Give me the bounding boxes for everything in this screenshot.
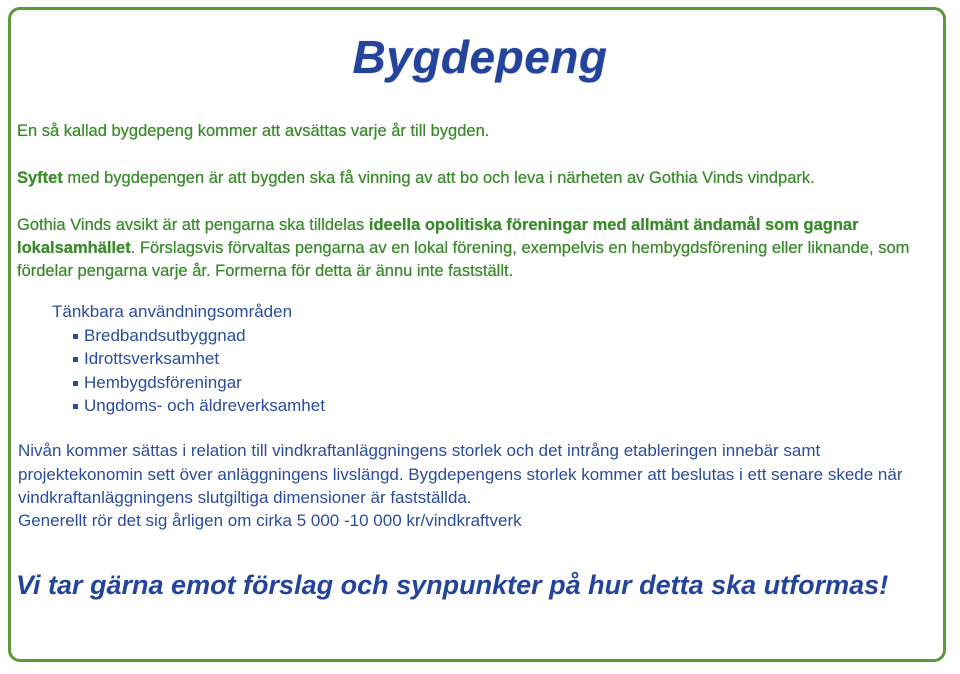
bullet-icon: [73, 357, 78, 362]
level-paragraph: Nivån kommer sättas i relation till vindkraftanläggningens storlek och det intrång etableringen innebär samt projektekonomin sett över anläggningens livslängd. Bygdepengens storlek kommer att beslutas i ett senare skede när vindkraftanläggningens slutgiltiga dimensioner är fastställda.: [18, 441, 903, 507]
intent-rest: . Förslagsvis förvaltas pengarna av en lokal förening, exempelvis en hembygdsförening eller liknande, som fördelar pengarna varje år. Formerna för detta är ännu inte fastställt.: [17, 239, 910, 280]
intent-text: [17, 214, 929, 283]
intent-lead: Gothia Vinds avsikt är att pengarna ska tilldelas: [17, 216, 369, 234]
intent-bold: ideella opolitiska föreningar med allmänt ändamål som gagnar lokalsamhället: [17, 216, 859, 257]
list-item: [52, 347, 325, 371]
bullet-icon: [73, 404, 78, 409]
purpose-text: [17, 167, 815, 190]
list-item: [52, 324, 325, 348]
list-item-label: Bredbandsutbyggnad: [84, 325, 246, 345]
purpose-bold: Syftet: [17, 169, 63, 187]
list-item: [52, 394, 325, 418]
intro-text: En så kallad bygdepeng kommer att avsättas varje år till bygden.: [17, 122, 490, 140]
page-title: Bygdepeng: [352, 31, 608, 83]
purpose-rest: med bygdepengen är att bygden ska få vinning av att bo och leva i närheten av Gothia Vinds vindpark.: [62, 169, 815, 187]
list-item: [52, 371, 325, 395]
list-item-label: Hembygdsföreningar: [84, 372, 242, 392]
bullet-icon: [73, 334, 78, 339]
list-item-label: Ungdoms- och äldreverksamhet: [84, 396, 325, 415]
closing-statement: Vi tar gärna emot förslag och synpunkter på hur detta ska utformas!: [16, 570, 889, 600]
uses-list: [52, 300, 325, 418]
amount-paragraph: Generellt rör det sig årligen om cirka 5 000 -10 000 kr/vindkraftverk: [18, 511, 522, 530]
bullet-icon: [73, 381, 78, 386]
uses-heading: Tänkbara användningsområden: [52, 302, 293, 321]
list-item-label: Idrottsverksamhet: [84, 349, 220, 368]
